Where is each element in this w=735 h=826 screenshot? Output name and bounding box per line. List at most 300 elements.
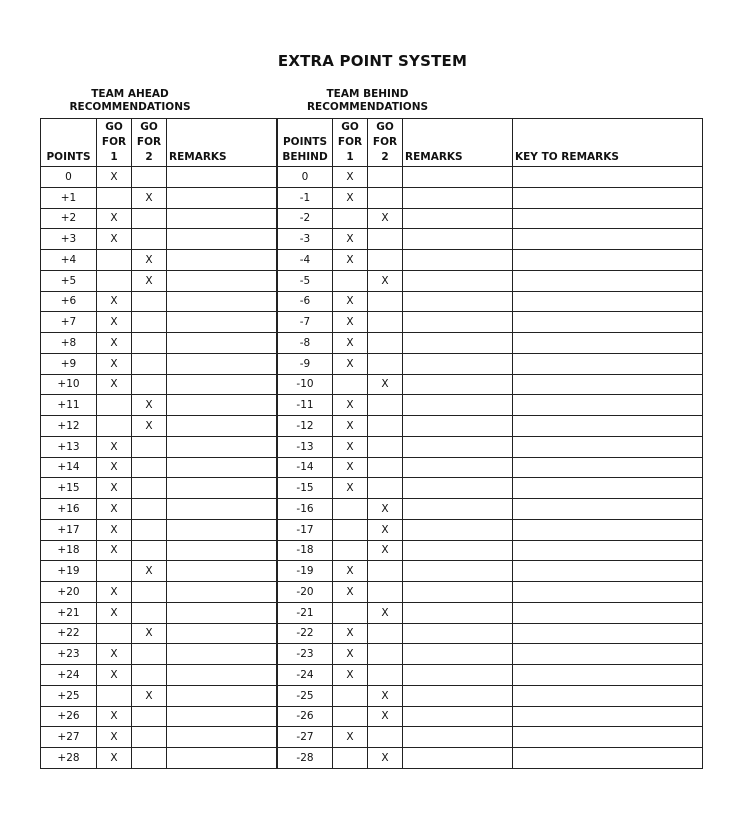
col-header-ahead-go-for-2 (132, 119, 167, 167)
key-to-remarks-cell (513, 457, 703, 478)
key-to-remarks-cell (513, 167, 703, 188)
table-row (41, 416, 703, 437)
col-header-ahead-remarks: REMARKS (167, 119, 277, 167)
behind-remarks-cell (403, 499, 513, 520)
behind-remarks-cell (403, 312, 513, 333)
page-title: EXTRA POINT SYSTEM (277, 52, 468, 70)
ahead-remarks-cell (167, 208, 277, 229)
ahead-go-for-1-cell: X (97, 602, 132, 623)
ahead-remarks-cell (167, 478, 277, 499)
table-row (41, 499, 703, 520)
key-to-remarks-cell (513, 561, 703, 582)
behind-go-for-1-cell: X (333, 665, 368, 686)
ahead-remarks-cell (167, 665, 277, 686)
behind-remarks-cell (403, 208, 513, 229)
ahead-go-for-1-cell (97, 187, 132, 208)
ahead-remarks-cell (167, 291, 277, 312)
ahead-go-for-1-cell (97, 395, 132, 416)
table-body (41, 167, 703, 769)
col-header-points-behind (278, 119, 333, 167)
ahead-remarks-cell (167, 582, 277, 603)
points-ahead-cell: +21 (41, 602, 97, 623)
ahead-go-for-1-cell: X (97, 706, 132, 727)
behind-go-for-2-cell: X (368, 540, 403, 561)
points-ahead-cell: +3 (41, 229, 97, 250)
key-to-remarks-cell (513, 644, 703, 665)
behind-remarks-cell (403, 519, 513, 540)
key-to-remarks-cell (513, 416, 703, 437)
ahead-go-for-2-cell (132, 644, 167, 665)
hdr-text: 2 (381, 151, 389, 163)
behind-remarks-cell (403, 706, 513, 727)
ahead-go-for-1-cell: X (97, 353, 132, 374)
points-ahead-cell: +20 (41, 582, 97, 603)
key-to-remarks-cell (513, 478, 703, 499)
key-to-remarks-cell (513, 333, 703, 354)
behind-go-for-1-cell (333, 270, 368, 291)
ahead-go-for-1-cell: X (97, 540, 132, 561)
hdr-text: BEHIND (282, 151, 328, 163)
team-behind-caption (285, 88, 450, 114)
team-ahead-caption (55, 88, 205, 114)
table-row (41, 623, 703, 644)
behind-remarks-cell (403, 374, 513, 395)
points-ahead-cell: +9 (41, 353, 97, 374)
key-to-remarks-cell (513, 374, 703, 395)
table-row (41, 685, 703, 706)
key-to-remarks-cell (513, 685, 703, 706)
behind-go-for-1-cell: X (333, 416, 368, 437)
behind-go-for-1-cell: X (333, 395, 368, 416)
behind-go-for-2-cell (368, 623, 403, 644)
behind-go-for-1-cell: X (333, 478, 368, 499)
hdr-text: 1 (110, 151, 118, 163)
points-behind-cell: -24 (278, 665, 333, 686)
key-to-remarks-cell (513, 229, 703, 250)
ahead-remarks-cell (167, 540, 277, 561)
ahead-remarks-cell (167, 333, 277, 354)
behind-go-for-1-cell (333, 374, 368, 395)
table-row (41, 727, 703, 748)
team-ahead-caption-line2: RECOMMENDATIONS (69, 101, 191, 113)
points-behind-cell: -14 (278, 457, 333, 478)
key-to-remarks-cell (513, 291, 703, 312)
points-ahead-cell: +17 (41, 519, 97, 540)
ahead-go-for-1-cell: X (97, 229, 132, 250)
hdr-text: GO (341, 121, 359, 133)
behind-go-for-2-cell (368, 333, 403, 354)
behind-go-for-1-cell (333, 602, 368, 623)
points-ahead-cell: +26 (41, 706, 97, 727)
ahead-go-for-1-cell: X (97, 748, 132, 769)
table-row (41, 519, 703, 540)
behind-go-for-1-cell: X (333, 582, 368, 603)
ahead-go-for-1-cell: X (97, 519, 132, 540)
points-behind-cell: -28 (278, 748, 333, 769)
ahead-go-for-2-cell (132, 374, 167, 395)
behind-go-for-1-cell (333, 208, 368, 229)
ahead-go-for-1-cell (97, 416, 132, 437)
behind-remarks-cell (403, 582, 513, 603)
key-to-remarks-cell (513, 602, 703, 623)
points-behind-cell: -12 (278, 416, 333, 437)
key-to-remarks-cell (513, 270, 703, 291)
behind-remarks-cell (403, 665, 513, 686)
ahead-remarks-cell (167, 623, 277, 644)
ahead-remarks-cell (167, 561, 277, 582)
behind-remarks-cell (403, 540, 513, 561)
points-ahead-cell: +14 (41, 457, 97, 478)
behind-remarks-cell (403, 748, 513, 769)
points-ahead-cell: +25 (41, 685, 97, 706)
behind-go-for-1-cell: X (333, 250, 368, 271)
ahead-go-for-1-cell: X (97, 167, 132, 188)
table-row (41, 665, 703, 686)
ahead-go-for-2-cell (132, 457, 167, 478)
col-header-behind-remarks: REMARKS (403, 119, 513, 167)
table-row (41, 561, 703, 582)
key-to-remarks-cell (513, 187, 703, 208)
behind-remarks-cell (403, 395, 513, 416)
points-behind-cell: -26 (278, 706, 333, 727)
behind-go-for-2-cell (368, 727, 403, 748)
ahead-remarks-cell (167, 748, 277, 769)
header-row (41, 119, 703, 167)
behind-remarks-cell (403, 250, 513, 271)
hdr-text: 2 (145, 151, 153, 163)
ahead-remarks-cell (167, 187, 277, 208)
behind-remarks-cell (403, 416, 513, 437)
behind-remarks-cell (403, 436, 513, 457)
points-ahead-cell: +23 (41, 644, 97, 665)
behind-remarks-cell (403, 167, 513, 188)
behind-go-for-2-cell: X (368, 208, 403, 229)
table-row (41, 229, 703, 250)
ahead-go-for-1-cell (97, 623, 132, 644)
behind-go-for-2-cell: X (368, 519, 403, 540)
ahead-go-for-2-cell (132, 748, 167, 769)
behind-go-for-1-cell: X (333, 727, 368, 748)
behind-go-for-2-cell (368, 395, 403, 416)
ahead-go-for-2-cell: X (132, 685, 167, 706)
table-row (41, 167, 703, 188)
behind-go-for-2-cell (368, 353, 403, 374)
behind-remarks-cell (403, 457, 513, 478)
ahead-go-for-2-cell (132, 706, 167, 727)
behind-go-for-1-cell (333, 685, 368, 706)
points-behind-cell: -23 (278, 644, 333, 665)
ahead-go-for-2-cell: X (132, 623, 167, 644)
points-ahead-cell: +22 (41, 623, 97, 644)
behind-go-for-1-cell: X (333, 561, 368, 582)
key-to-remarks-cell (513, 395, 703, 416)
points-ahead-cell: +5 (41, 270, 97, 291)
behind-go-for-2-cell: X (368, 270, 403, 291)
behind-remarks-cell (403, 291, 513, 312)
key-to-remarks-cell (513, 706, 703, 727)
table-row (41, 602, 703, 623)
behind-remarks-cell (403, 727, 513, 748)
table-row (41, 270, 703, 291)
team-behind-caption-line1: TEAM BEHIND (326, 88, 409, 100)
ahead-go-for-1-cell: X (97, 291, 132, 312)
ahead-go-for-2-cell (132, 229, 167, 250)
ahead-go-for-2-cell (132, 353, 167, 374)
points-behind-cell: -20 (278, 582, 333, 603)
ahead-go-for-1-cell: X (97, 727, 132, 748)
behind-go-for-2-cell (368, 416, 403, 437)
behind-remarks-cell (403, 623, 513, 644)
hdr-text: GO (376, 121, 394, 133)
ahead-go-for-1-cell: X (97, 499, 132, 520)
behind-go-for-2-cell (368, 582, 403, 603)
hdr-text: FOR (136, 136, 162, 148)
behind-go-for-2-cell: X (368, 374, 403, 395)
points-behind-cell: -27 (278, 727, 333, 748)
behind-go-for-2-cell (368, 665, 403, 686)
points-ahead-cell: +19 (41, 561, 97, 582)
hdr-text: 1 (346, 151, 354, 163)
behind-go-for-1-cell: X (333, 353, 368, 374)
ahead-go-for-2-cell (132, 167, 167, 188)
behind-go-for-2-cell (368, 229, 403, 250)
behind-go-for-1-cell: X (333, 312, 368, 333)
key-to-remarks-cell (513, 519, 703, 540)
behind-remarks-cell (403, 187, 513, 208)
points-ahead-cell: 0 (41, 167, 97, 188)
ahead-remarks-cell (167, 250, 277, 271)
col-header-ahead-go-for-1 (97, 119, 132, 167)
points-behind-cell: -13 (278, 436, 333, 457)
points-behind-cell: 0 (278, 167, 333, 188)
key-to-remarks-cell (513, 540, 703, 561)
behind-go-for-1-cell (333, 706, 368, 727)
points-behind-cell: -25 (278, 685, 333, 706)
table-row (41, 374, 703, 395)
behind-go-for-1-cell (333, 748, 368, 769)
ahead-go-for-2-cell: X (132, 395, 167, 416)
table-row (41, 312, 703, 333)
points-ahead-cell: +16 (41, 499, 97, 520)
key-to-remarks-cell (513, 665, 703, 686)
behind-go-for-1-cell (333, 499, 368, 520)
points-behind-cell: -22 (278, 623, 333, 644)
points-ahead-cell: +28 (41, 748, 97, 769)
hdr-text: FOR (372, 136, 398, 148)
ahead-remarks-cell (167, 436, 277, 457)
behind-go-for-2-cell (368, 436, 403, 457)
behind-go-for-1-cell: X (333, 623, 368, 644)
behind-remarks-cell (403, 644, 513, 665)
behind-go-for-1-cell: X (333, 229, 368, 250)
table-row (41, 457, 703, 478)
behind-go-for-1-cell (333, 540, 368, 561)
behind-go-for-2-cell (368, 478, 403, 499)
behind-go-for-2-cell (368, 167, 403, 188)
behind-go-for-1-cell (333, 519, 368, 540)
hdr-text: GO (140, 121, 158, 133)
behind-go-for-1-cell: X (333, 333, 368, 354)
behind-go-for-2-cell: X (368, 706, 403, 727)
behind-remarks-cell (403, 685, 513, 706)
hdr-text: FOR (101, 136, 127, 148)
points-behind-cell: -9 (278, 353, 333, 374)
col-header-behind-go-for-2 (368, 119, 403, 167)
points-ahead-cell: +8 (41, 333, 97, 354)
behind-go-for-1-cell: X (333, 187, 368, 208)
ahead-go-for-2-cell (132, 602, 167, 623)
ahead-go-for-1-cell: X (97, 644, 132, 665)
ahead-go-for-1-cell: X (97, 457, 132, 478)
ahead-go-for-1-cell (97, 561, 132, 582)
points-behind-cell: -1 (278, 187, 333, 208)
behind-go-for-2-cell (368, 561, 403, 582)
points-ahead-cell: +15 (41, 478, 97, 499)
ahead-go-for-2-cell (132, 333, 167, 354)
col-header-key-to-remarks: KEY TO REMARKS (513, 119, 703, 167)
ahead-go-for-2-cell (132, 291, 167, 312)
ahead-go-for-1-cell: X (97, 374, 132, 395)
ahead-remarks-cell (167, 499, 277, 520)
points-behind-cell: -4 (278, 250, 333, 271)
ahead-go-for-1-cell: X (97, 665, 132, 686)
ahead-go-for-2-cell (132, 727, 167, 748)
behind-go-for-2-cell (368, 291, 403, 312)
points-ahead-cell: +18 (41, 540, 97, 561)
table-row (41, 333, 703, 354)
points-ahead-cell: +13 (41, 436, 97, 457)
points-behind-cell: -18 (278, 540, 333, 561)
behind-go-for-1-cell: X (333, 436, 368, 457)
points-ahead-cell: +4 (41, 250, 97, 271)
points-ahead-cell: +12 (41, 416, 97, 437)
table-row (41, 353, 703, 374)
points-behind-cell: -5 (278, 270, 333, 291)
ahead-remarks-cell (167, 706, 277, 727)
key-to-remarks-cell (513, 727, 703, 748)
ahead-remarks-cell (167, 229, 277, 250)
behind-remarks-cell (403, 478, 513, 499)
key-to-remarks-cell (513, 623, 703, 644)
behind-go-for-2-cell (368, 457, 403, 478)
behind-go-for-2-cell: X (368, 499, 403, 520)
behind-go-for-1-cell: X (333, 644, 368, 665)
hdr-text: POINTS (282, 136, 328, 148)
ahead-go-for-1-cell: X (97, 582, 132, 603)
behind-go-for-1-cell: X (333, 291, 368, 312)
ahead-go-for-2-cell (132, 499, 167, 520)
points-behind-cell: -6 (278, 291, 333, 312)
table-row (41, 250, 703, 271)
behind-go-for-1-cell: X (333, 167, 368, 188)
points-ahead-cell: +7 (41, 312, 97, 333)
ahead-go-for-1-cell (97, 250, 132, 271)
ahead-go-for-2-cell (132, 478, 167, 499)
points-behind-cell: -8 (278, 333, 333, 354)
key-to-remarks-cell (513, 312, 703, 333)
ahead-remarks-cell (167, 457, 277, 478)
ahead-remarks-cell (167, 312, 277, 333)
table-row (41, 644, 703, 665)
points-behind-cell: -10 (278, 374, 333, 395)
behind-go-for-2-cell (368, 187, 403, 208)
table-row (41, 208, 703, 229)
behind-go-for-2-cell (368, 312, 403, 333)
col-header-behind-go-for-1 (333, 119, 368, 167)
behind-go-for-2-cell (368, 644, 403, 665)
table-row (41, 582, 703, 603)
ahead-go-for-2-cell: X (132, 561, 167, 582)
ahead-go-for-2-cell: X (132, 187, 167, 208)
ahead-go-for-1-cell (97, 685, 132, 706)
points-ahead-cell: +1 (41, 187, 97, 208)
points-behind-cell: -11 (278, 395, 333, 416)
ahead-remarks-cell (167, 416, 277, 437)
ahead-go-for-1-cell: X (97, 208, 132, 229)
table-row (41, 478, 703, 499)
behind-go-for-2-cell: X (368, 602, 403, 623)
points-behind-cell: -2 (278, 208, 333, 229)
ahead-go-for-2-cell (132, 436, 167, 457)
key-to-remarks-cell (513, 208, 703, 229)
ahead-remarks-cell (167, 644, 277, 665)
ahead-remarks-cell (167, 602, 277, 623)
ahead-remarks-cell (167, 727, 277, 748)
extra-point-table (40, 118, 703, 769)
behind-remarks-cell (403, 229, 513, 250)
behind-remarks-cell (403, 561, 513, 582)
behind-remarks-cell (403, 602, 513, 623)
points-behind-cell: -17 (278, 519, 333, 540)
behind-go-for-2-cell: X (368, 748, 403, 769)
points-ahead-cell: +2 (41, 208, 97, 229)
key-to-remarks-cell (513, 250, 703, 271)
table-row (41, 395, 703, 416)
table-row (41, 291, 703, 312)
table-row (41, 748, 703, 769)
points-behind-cell: -3 (278, 229, 333, 250)
behind-remarks-cell (403, 353, 513, 374)
ahead-go-for-2-cell (132, 312, 167, 333)
points-ahead-cell: +27 (41, 727, 97, 748)
key-to-remarks-cell (513, 582, 703, 603)
ahead-go-for-2-cell (132, 208, 167, 229)
points-behind-cell: -16 (278, 499, 333, 520)
behind-go-for-1-cell: X (333, 457, 368, 478)
key-to-remarks-cell (513, 436, 703, 457)
behind-remarks-cell (403, 270, 513, 291)
ahead-remarks-cell (167, 685, 277, 706)
team-behind-caption-line2: RECOMMENDATIONS (306, 101, 429, 113)
points-behind-cell: -19 (278, 561, 333, 582)
ahead-go-for-1-cell: X (97, 333, 132, 354)
team-ahead-caption-line1: TEAM AHEAD (91, 88, 169, 100)
key-to-remarks-cell (513, 353, 703, 374)
points-ahead-cell: +11 (41, 395, 97, 416)
behind-remarks-cell (403, 333, 513, 354)
behind-go-for-2-cell: X (368, 685, 403, 706)
ahead-remarks-cell (167, 270, 277, 291)
ahead-remarks-cell (167, 519, 277, 540)
ahead-go-for-2-cell: X (132, 250, 167, 271)
ahead-go-for-1-cell: X (97, 478, 132, 499)
ahead-go-for-1-cell: X (97, 436, 132, 457)
hdr-text: GO (105, 121, 123, 133)
ahead-go-for-2-cell (132, 582, 167, 603)
ahead-remarks-cell (167, 395, 277, 416)
table-row (41, 540, 703, 561)
ahead-go-for-1-cell: X (97, 312, 132, 333)
